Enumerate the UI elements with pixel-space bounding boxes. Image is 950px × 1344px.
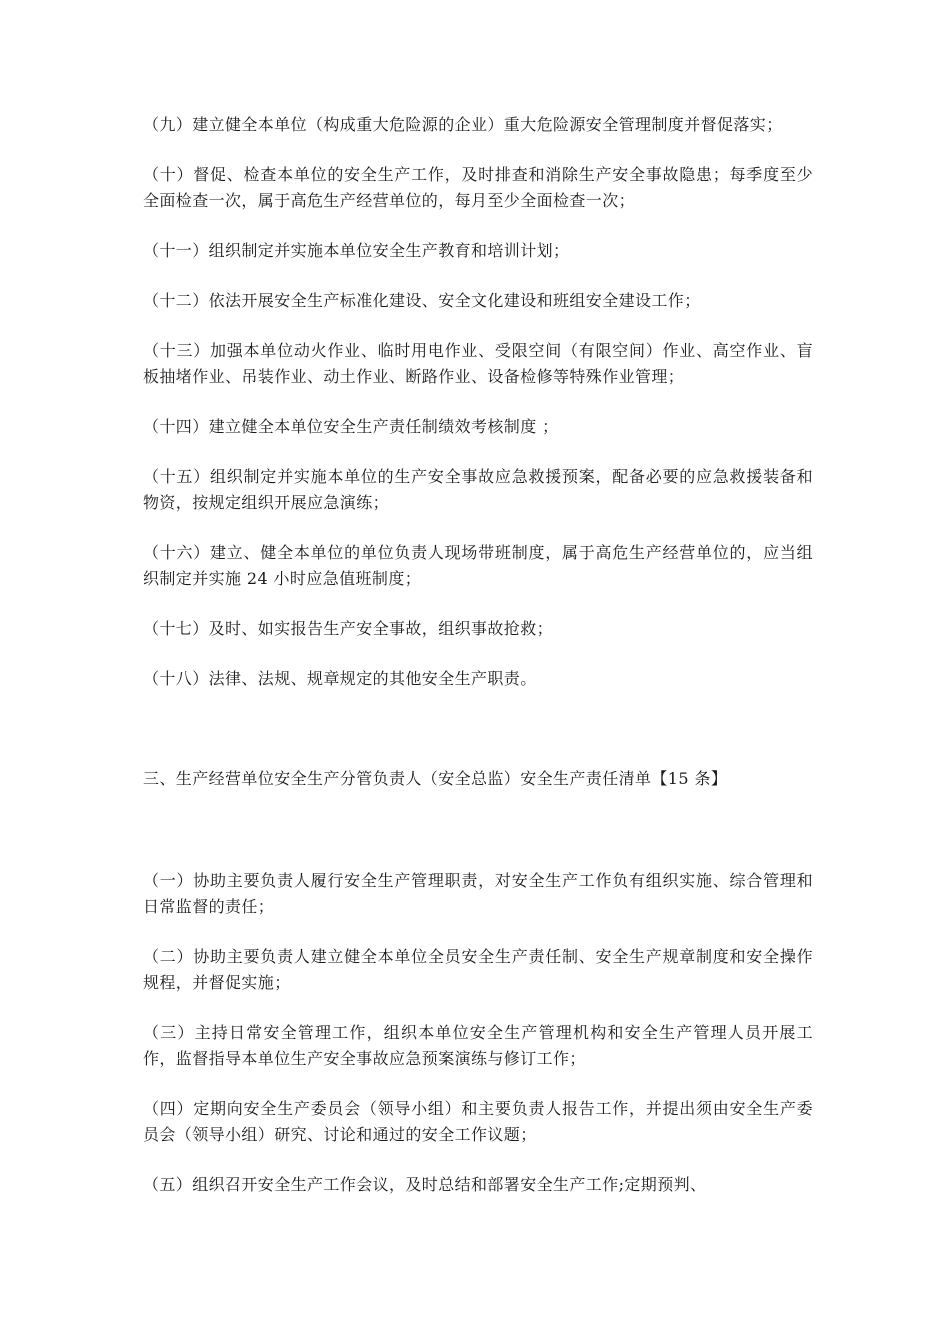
list-item-18: （十八）法律、法规、规章规定的其他安全生产职责。 xyxy=(143,669,537,688)
list-item-11: （十一）组织制定并实施本单位安全生产教育和培训计划； xyxy=(143,241,570,260)
section-heading: 三、生产经营单位安全生产分管负责人（安全总监）安全生产责任清单【15 条】 xyxy=(143,769,728,788)
list-item-13: （十三）加强本单位动火作业、临时用电作业、受限空间（有限空间）作业、高空作业、盲板抽堵作业、吊装作业、动土作业、断路作业、设备检修等特殊作业管理； xyxy=(143,341,813,386)
list-item-15: （十五）组织制定并实施本单位的生产安全事故应急救援预案，配备必要的应急救援装备和物资，按规定组织开展应急演练； xyxy=(143,467,813,512)
list-item-4: （四）定期向安全生产委员会（领导小组）和主要负责人报告工作，并提出须由安全生产委员会（领导小组）研究、讨论和通过的安全工作议题； xyxy=(143,1099,813,1144)
list-item-17: （十七）及时、如实报告生产安全事故，组织事故抢救； xyxy=(143,619,554,638)
list-item-12: （十二）依法开展安全生产标准化建设、安全文化建设和班组安全建设工作； xyxy=(143,291,701,310)
list-item-14: （十四）建立健全本单位安全生产责任制绩效考核制度 ； xyxy=(143,417,559,436)
list-item-2: （二）协助主要负责人建立健全本单位全员安全生产责任制、安全生产规章制度和安全操作规程，并督促实施； xyxy=(143,947,813,992)
list-item-10: （十）督促、检查本单位的安全生产工作，及时排查和消除生产安全事故隐患；每季度至少全面检查一次，属于高危生产经营单位的，每月至少全面检查一次； xyxy=(143,165,813,210)
list-item-3: （三）主持日常安全管理工作，组织本单位安全生产管理机构和安全生产管理人员开展工作，监督指导本单位生产安全事故应急预案演练与修订工作； xyxy=(143,1023,813,1068)
list-item-9: （九）建立健全本单位（构成重大危险源的企业）重大危险源安全管理制度并督促落实； xyxy=(143,115,783,134)
list-item-1: （一）协助主要负责人履行安全生产管理职责，对安全生产工作负有组织实施、综合管理和日常监督的责任； xyxy=(143,871,813,916)
list-item-16: （十六）建立、健全本单位的单位负责人现场带班制度，属于高危生产经营单位的，应当组织制定并实施 24 小时应急值班制度； xyxy=(143,543,813,588)
document-page xyxy=(143,112,813,1198)
list-item-5: （五）组织召开安全生产工作会议，及时总结和部署安全生产工作;定期预判、 xyxy=(143,1175,707,1194)
